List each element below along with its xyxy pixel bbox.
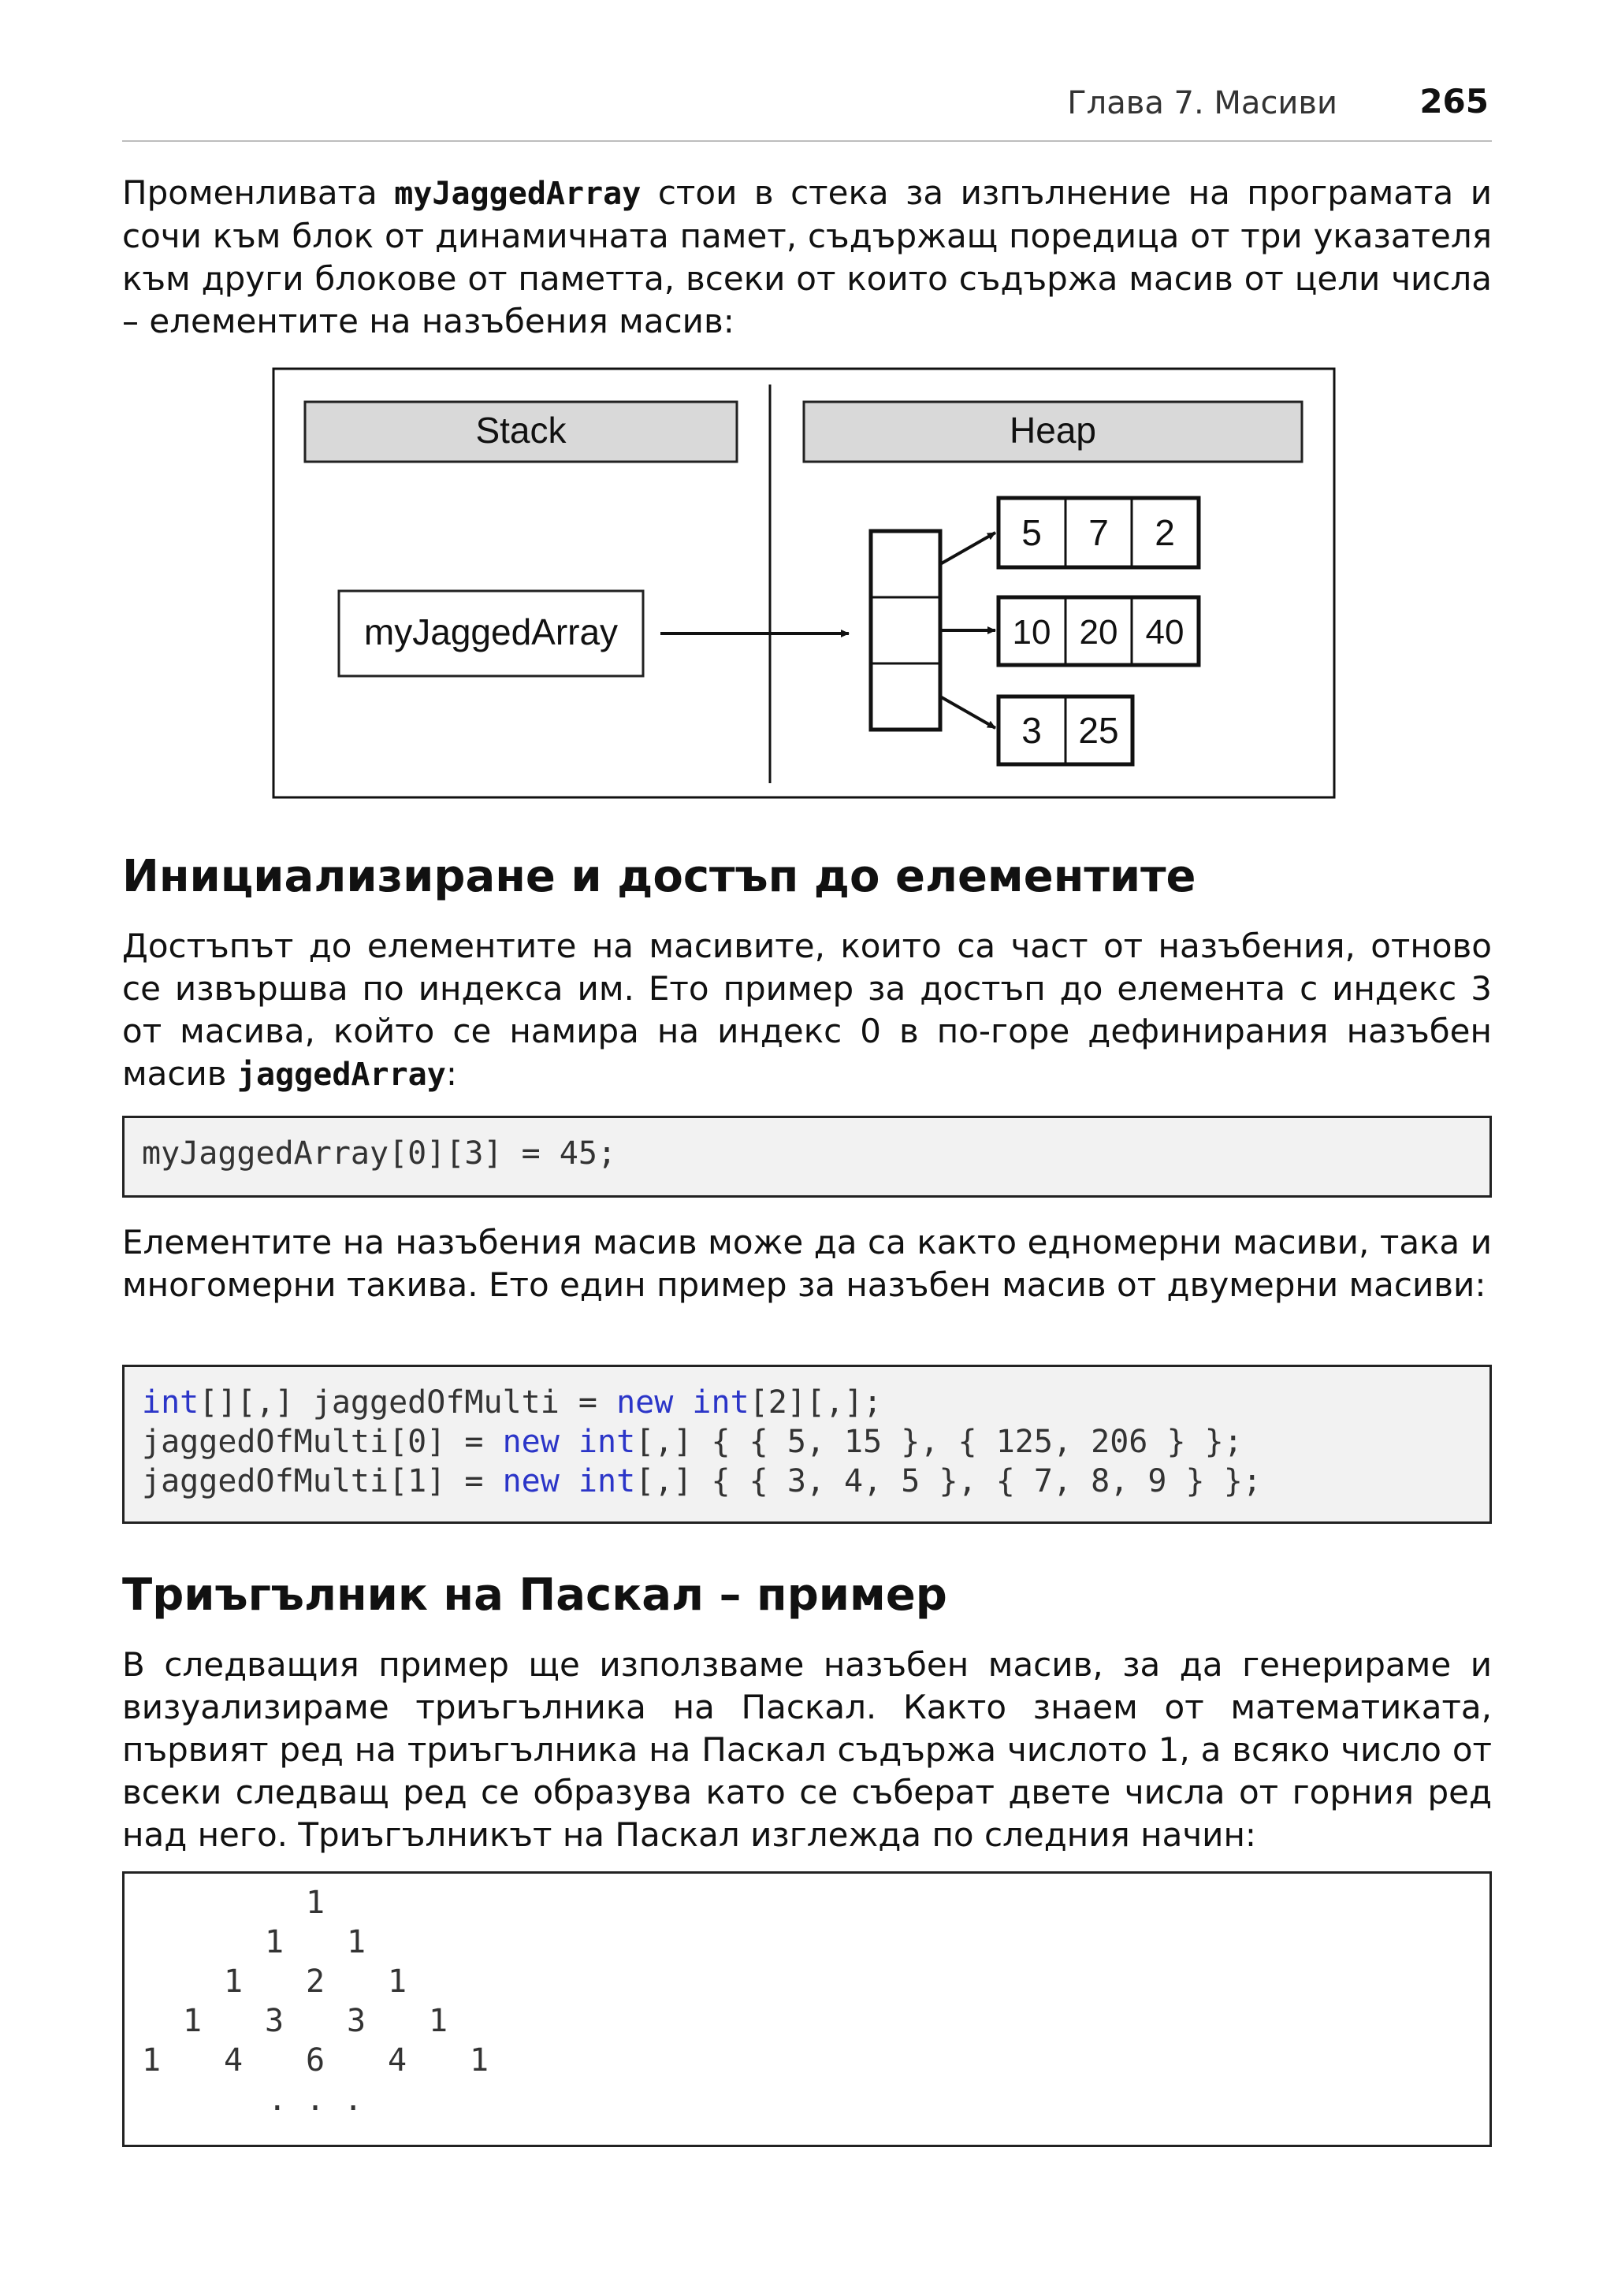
access-paragraph bbox=[122, 925, 1492, 1096]
heap-row-2 bbox=[999, 697, 1132, 764]
pascal-value: 1 bbox=[469, 2042, 489, 2079]
pascal-value: 4 bbox=[387, 2042, 407, 2079]
intro-text-after: стои в стека за изпълнение на програмата и сочи към блок от динамичната памет, съдържащ поредица от три указателя към други блокове от паметта, всеки от които съдържа масив от цели числа – елементите на назъбения масив: bbox=[122, 173, 1492, 340]
code-line: myJaggedArray[0][3] = 45; bbox=[142, 1135, 617, 1172]
pascal-value: 1 bbox=[182, 2003, 203, 2039]
pascal-value: 4 bbox=[223, 2042, 244, 2079]
pascal-value: 1 bbox=[346, 1924, 366, 1960]
heap-cell: 10 bbox=[1012, 613, 1051, 652]
pascal-value: 2 bbox=[305, 1963, 325, 2000]
heap-cell: 40 bbox=[1145, 613, 1184, 652]
heap-cell: 7 bbox=[1088, 512, 1109, 553]
pascal-paragraph: В следващия пример ще използваме назъбен масив, за да генерираме и визуализираме триъгълника на Паскал. Както знаем от математиката, първият ред на триъгълника на Паскал съдържа числото 1, а всяко число от всеки следващ ред се образува като се съберат двете числа от горния ред над него. Триъгълникът на Паскал изглежда по следния начин: bbox=[122, 1645, 1492, 1854]
intro-paragraph bbox=[122, 172, 1492, 343]
pascal-value: 1 bbox=[264, 1924, 284, 1960]
pascal-value: 3 bbox=[346, 2003, 366, 2039]
access-text-after: : bbox=[445, 1054, 457, 1093]
inline-code-jagged-array: jaggedArray bbox=[236, 1057, 446, 1093]
access-text-before: Достъпът до елементите на масивите, които са част от назъбения, отново се извършва по индекса им. Ето пример за достъп до елемента с индекс 3 от масива, който се намира на индекс 0 в по-горе дефинирания назъбен масив bbox=[122, 927, 1492, 1093]
heap-cell: 3 bbox=[1021, 710, 1042, 751]
inline-code-variable: myJaggedArray bbox=[394, 176, 642, 212]
page-number: 265 bbox=[1419, 82, 1489, 121]
code-line: int[][,] jaggedOfMulti = new int[2][,]; bbox=[142, 1384, 883, 1421]
section-heading-pascal: Триъгълник на Паскал – пример bbox=[122, 1570, 947, 1621]
code-block-jagged-of-multi bbox=[122, 1365, 1492, 1524]
pascal-value: 1 bbox=[387, 1963, 407, 2000]
pascal-value: 1 bbox=[223, 1963, 244, 2000]
variable-label: myJaggedArray bbox=[363, 611, 619, 652]
chapter-title: Глава 7. Масиви bbox=[1067, 85, 1337, 121]
pascal-value: 1 bbox=[141, 2042, 162, 2079]
pascal-triangle bbox=[125, 1874, 1489, 2145]
intro-text-before: Променливата bbox=[122, 173, 395, 212]
pascal-value: 6 bbox=[305, 2042, 325, 2079]
stack-heap-diagram bbox=[272, 367, 1336, 799]
code-line: jaggedOfMulti[0] = new int[,] { { 5, 15 }, { 125, 206 } }; bbox=[142, 1424, 1243, 1460]
heap-label: Heap bbox=[1010, 410, 1096, 451]
heap-cell: 5 bbox=[1021, 512, 1042, 553]
page-header bbox=[122, 79, 1492, 142]
pascal-value: 3 bbox=[264, 2003, 284, 2039]
pointer-array bbox=[871, 531, 940, 730]
pascal-value: 1 bbox=[428, 2003, 448, 2039]
heap-cell: 20 bbox=[1079, 613, 1118, 652]
pascal-ellipsis: . . . bbox=[267, 2082, 363, 2118]
section-heading-init-access: Инициализиране и достъп до елементите bbox=[122, 851, 1196, 902]
heap-row-0 bbox=[999, 498, 1199, 567]
pascal-triangle-box bbox=[122, 1871, 1492, 2147]
jagged-multi-paragraph: Елементите на назъбения масив може да са както едномерни масиви, така и многомерни такива. Ето един пример за назъбен масив от двумерни масиви: bbox=[122, 1223, 1492, 1304]
heap-row-1 bbox=[999, 597, 1199, 665]
code-line: jaggedOfMulti[1] = new int[,] { { 3, 4, 5 }, { 7, 8, 9 } }; bbox=[142, 1463, 1262, 1499]
pascal-value: 1 bbox=[305, 1885, 325, 1921]
stack-label: Stack bbox=[475, 410, 567, 451]
heap-cell: 2 bbox=[1155, 512, 1175, 553]
code-block-access bbox=[122, 1116, 1492, 1198]
heap-cell: 25 bbox=[1078, 710, 1119, 751]
